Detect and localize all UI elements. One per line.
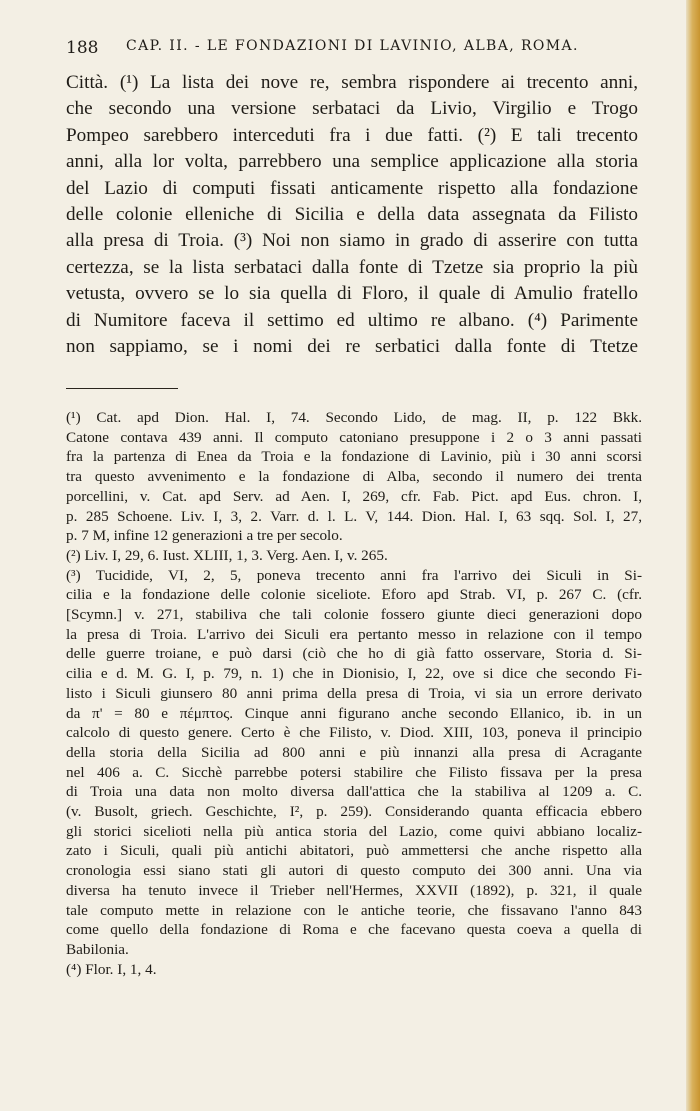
footnote-4 [66,960,642,980]
page-edge [686,0,700,1111]
footnote-line: della storia della Sicilia ad 800 anni e più innanzi alla presa di Acragante [66,743,642,761]
footnote-line: (²) Liv. I, 29, 6. Iust. XLIII, 1, 3. Verg. Aen. I, v. 265. [66,546,388,564]
footnote-line: nel 406 a. C. Sicchè parrebbe potersi stabilire che Filisto fissava per la presa [66,763,642,781]
main-text [66,70,638,360]
footnote-line: Babilonia. [66,940,129,958]
page-header [66,38,636,58]
footnote-line: fra la partenza di Enea da Troia e la fondazione di Lavinio, più i 30 anni scorsi [66,448,642,466]
footnote-line: cilia e la fondazione delle colonie siceliote. Eforo apd Strab. VI, p. 267 C. (cfr. [66,586,642,604]
footnote-3 [66,566,642,960]
footnote-line: (v. Busolt, griech. Geschichte, I², p. 259). Considerando quanta efficacia ebbero [66,803,642,821]
footnote-line: p. 7 M, infine 12 generazioni a tre per secolo. [66,527,343,545]
footnote-2 [66,546,642,566]
footnote-line: Catone contava 439 anni. Il computo catoniano presuppone i 2 o 3 anni passati [66,428,642,446]
text-line: che secondo una versione serbataci da Livio, Virgilio e Trogo [66,98,638,120]
footnote-line: [Scymn.] v. 271, stabiliva che tali colonie fossero giunte dieci generazioni dopo [66,606,642,624]
footnote-line: diversa ha tenuto invece il Trieber nell'Hermes, XXVII (1892), p. 321, il quale [66,881,642,899]
text-line: del Lazio di computi fissati anticamente rispetto alla fondazione [66,177,638,199]
text-line: Città. (¹) La lista dei nove re, sembra rispondere ai trecento anni, [66,72,638,93]
footnote-line: calcolo di questo genere. Certo è che Filisto, v. Diod. XIII, 103, poneva il principio [66,724,642,742]
footnote-line: gli storici sicelioti nella più antica storia del Lazio, come quivi abbiano localiz- [66,822,642,840]
footnote-line: p. 285 Schoene. Liv. I, 3, 2. Varr. d. l. L. V, 144. Dion. Hal. I, 63 sqq. Sol. I, 27, [66,507,642,525]
text-line: di Numitore faceva il settimo ed ultimo re albano. (⁴) Parimente [66,309,638,331]
page-number: 188 [66,38,99,58]
text-line: Pompeo sarebbero interceduti fra i due fatti. (²) E tali trecento [66,124,638,146]
footnote-line: zato i Siculi, quali più antichi abitatori, può ammettersi che anche rispetto alla [66,842,642,860]
running-head: CAP. II. - LE FONDAZIONI DI LAVINIO, ALBA, ROMA. [126,38,579,54]
text-line: anni, alla lor volta, parrebbero una semplice applicazione alla storia [66,151,638,173]
footnote-line: porcellini, v. Cat. apd Serv. ad Aen. I, 269, cfr. Fab. Pict. apd Eus. chron. I, [66,487,642,505]
footnote-line: listo i Siculi giunsero 80 anni prima della presa di Troia, vi sia un errore derivato [66,684,642,702]
footnote-line: di Troia una data non molto diversa dall'attica che la stabiliva al 1209 a. C. [66,783,642,801]
footnote-line: (⁴) Flor. I, 1, 4. [66,960,157,978]
text-line: vetusta, ovvero se lo sia quella di Floro, il quale di Amulio fratello [66,283,638,305]
footnote-line: la presa di Troia. L'arrivo dei Siculi era pertanto messo in relazione con il tempo [66,625,642,643]
footnote-line: da π' = 80 e πέμπτος. Cinque anni figurano anche secondo Ellanico, ib. in un [66,704,642,722]
footnote-line: (³) Tucidide, VI, 2, 5, poneva trecento anni fra l'arrivo dei Siculi in Si- [66,566,642,584]
footnote-line: cronologia essi siano stati gli autori di questo computo dei 300 anni. Una via [66,862,642,880]
text-line: certezza, se la lista serbataci dalla fonte di Tzetze sia proprio la più [66,256,638,278]
text-line: alla presa di Troia. (³) Noi non siamo in grado di asserire con tutta [66,230,638,252]
footnote-line: tale computo mette in relazione con le antiche teorie, che fissavano l'anno 843 [66,901,642,919]
text-line: delle colonie elleniche di Sicilia e della data assegnata da Filisto [66,204,638,226]
footnote-line: tra questo avvenimento e la fondazione di Alba, secondo il numero dei trenta [66,468,642,486]
footnote-line: come quello della fondazione di Roma e che facevano questa coeva a quella di [66,921,642,939]
footnote-line: cilia e d. M. G. I, p. 79, n. 1) che in Dionisio, I, 22, ove si dice che secondo Fi- [66,665,642,683]
footnotes [66,408,642,979]
text-line: non sappiamo, se i nomi dei re serbatici dalla fonte di Ttetze [66,336,638,358]
footnote-separator [66,388,178,389]
footnote-1 [66,408,642,546]
footnote-line: (¹) Cat. apd Dion. Hal. I, 74. Secondo Lido, de mag. II, p. 122 Bkk. [66,409,642,426]
footnote-line: delle guerre troiane, e può darsi (ciò che ho di già fatto osservare, Storia d. Si- [66,645,642,663]
